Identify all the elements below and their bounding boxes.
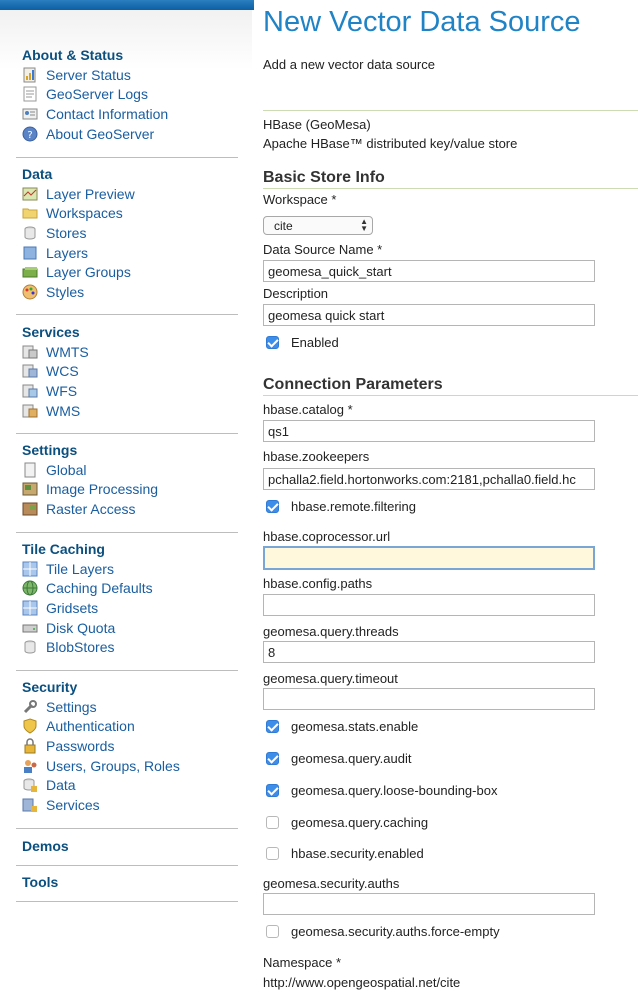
sidebar-item-label: Layer Groups [46, 264, 131, 281]
sidebar-item-wmts[interactable] [22, 342, 89, 362]
force-empty-label: geomesa.security.auths.force-empty [291, 924, 500, 939]
logs-icon [22, 86, 38, 102]
sidebar-item-caching-defaults[interactable] [22, 579, 153, 599]
sidebar-item-label: Contact Information [46, 105, 169, 122]
grid-icon [22, 600, 38, 616]
security-auths-label: geomesa.security.auths [263, 876, 400, 891]
services-lock-icon [22, 797, 38, 813]
workspace-label: Workspace * [263, 192, 337, 207]
sidebar-heading: Services [22, 324, 80, 340]
sidebar-item-tile-layers[interactable] [22, 559, 153, 579]
sidebar-heading: About & Status [22, 47, 124, 63]
svg-text:?: ? [27, 129, 33, 141]
config-paths-label: hbase.config.paths [263, 576, 373, 591]
top-bar [0, 0, 254, 10]
sidebar-item-label: Users, Groups, Roles [46, 757, 180, 774]
sidebar-heading: Data [22, 166, 53, 182]
coprocessor-url-label: hbase.coprocessor.url [263, 529, 391, 544]
enabled-checkbox[interactable] [266, 336, 279, 349]
sidebar-item-label: Services [46, 796, 100, 813]
sidebar-item-wms[interactable] [22, 401, 89, 421]
stats-enable-label: geomesa.stats.enable [291, 719, 419, 734]
stats-enable-row[interactable] [263, 719, 418, 734]
hbase-catalog-field[interactable]: qs1 [263, 420, 595, 442]
sidebar-item-server-status[interactable] [22, 65, 168, 85]
security-enabled-checkbox[interactable] [266, 847, 279, 860]
connection-parameters-heading: Connection Parameters [263, 376, 443, 393]
sidebar-divider [16, 314, 238, 315]
sidebar-item-layer-preview[interactable] [22, 184, 135, 204]
server-status-icon [22, 67, 38, 83]
sidebar-item-label: WMS [46, 402, 81, 419]
sidebar-item-label: Layers [46, 244, 89, 261]
sidebar-item-global[interactable] [22, 460, 158, 480]
shield-icon [22, 718, 38, 734]
sidebar-heading-demos[interactable]: Demos [22, 838, 69, 854]
sidebar-divider [16, 828, 238, 829]
sidebar-item-label: Caching Defaults [46, 580, 153, 597]
select-arrows-icon: ▲ ▼ [360, 217, 368, 233]
remote-filtering-label: hbase.remote.filtering [291, 499, 417, 514]
query-threads-label: geomesa.query.threads [263, 624, 399, 639]
coprocessor-url-field[interactable] [263, 546, 595, 570]
sidebar-item-layers[interactable] [22, 243, 135, 263]
query-timeout-field[interactable] [263, 688, 595, 710]
sidebar-item-label: Server Status [46, 66, 131, 83]
basic-store-info-heading: Basic Store Info [263, 169, 385, 186]
store-description: Apache HBase™ distributed key/value store [263, 136, 518, 151]
force-empty-row[interactable] [263, 924, 500, 939]
sidebar-group-settings [22, 440, 158, 519]
sidebar-divider [16, 157, 238, 158]
sidebar-item-passwords[interactable] [22, 736, 180, 756]
help-icon [22, 126, 38, 142]
force-empty-checkbox[interactable] [266, 925, 279, 938]
sidebar-item-about-geoserver[interactable] [22, 124, 168, 144]
sidebar-item-image-processing[interactable] [22, 480, 158, 500]
sidebar-divider [16, 901, 238, 902]
sidebar-item-raster-access[interactable] [22, 499, 158, 519]
security-auths-field[interactable] [263, 893, 595, 915]
page-icon [22, 462, 38, 478]
sidebar-item-gridsets[interactable] [22, 598, 153, 618]
sidebar-item-label: WCS [46, 363, 79, 380]
sidebar-item-security-settings[interactable] [22, 697, 180, 717]
data-lock-icon [22, 777, 38, 793]
folder-icon [22, 205, 38, 221]
sidebar-item-label: WFS [46, 382, 78, 399]
description-field[interactable]: geomesa quick start [263, 304, 595, 326]
config-paths-field[interactable] [263, 594, 595, 616]
sidebar-group-tile-caching [22, 539, 153, 657]
sidebar-item-geoserver-logs[interactable] [22, 85, 168, 105]
query-caching-label: geomesa.query.caching [291, 815, 429, 830]
store-type: HBase (GeoMesa) [263, 117, 371, 132]
sidebar-group-security [22, 677, 180, 815]
image-icon [22, 481, 38, 497]
data-source-name-label: Data Source Name * [263, 242, 383, 257]
sidebar-group-about [22, 45, 168, 143]
users-icon [22, 758, 38, 774]
sidebar-item-label: Tile Layers [46, 560, 114, 577]
sidebar-heading: Security [22, 679, 78, 695]
data-source-name-field[interactable]: geomesa_quick_start [263, 260, 595, 282]
divider [263, 188, 638, 189]
page-title: New Vector Data Source [263, 6, 581, 38]
sidebar-item-label: Disk Quota [46, 619, 116, 636]
sidebar-item-contact-information[interactable] [22, 104, 168, 124]
sidebar-group-services [22, 322, 89, 420]
sidebar-divider [16, 670, 238, 671]
service-icon [22, 363, 38, 379]
sidebar-divider [16, 532, 238, 533]
sidebar-heading-tools[interactable]: Tools [22, 874, 59, 890]
service-icon [22, 403, 38, 419]
description-label: Description [263, 286, 329, 301]
grid-icon [22, 561, 38, 577]
divider [263, 110, 638, 111]
layer-group-icon [22, 264, 38, 280]
security-enabled-row[interactable] [263, 846, 424, 861]
sidebar-item-label: Workspaces [46, 205, 123, 222]
globe-icon [22, 580, 38, 596]
sidebar-divider [16, 865, 238, 866]
hbase-zookeepers-field[interactable]: pchalla2.field.hortonworks.com:2181,pchalla0.field.hc [263, 468, 595, 490]
sidebar-item-styles[interactable] [22, 282, 135, 302]
sidebar-item-label: Gridsets [46, 599, 99, 616]
sidebar-divider [16, 433, 238, 434]
query-threads-field[interactable]: 8 [263, 641, 595, 663]
remote-filtering-checkbox[interactable] [266, 500, 279, 513]
service-icon [22, 344, 38, 360]
query-audit-checkbox[interactable] [266, 752, 279, 765]
raster-icon [22, 501, 38, 517]
divider [263, 395, 638, 396]
sidebar-item-label: WMTS [46, 343, 89, 360]
contact-icon [22, 106, 38, 122]
wrench-icon [22, 699, 38, 715]
sidebar-item-blobstores[interactable] [22, 637, 153, 657]
sidebar-group-demos[interactable] [22, 836, 69, 856]
sidebar-item-layer-groups[interactable] [22, 262, 135, 282]
sidebar-heading: Settings [22, 442, 78, 458]
sidebar-item-label: Raster Access [46, 500, 136, 517]
sidebar-item-workspaces[interactable] [22, 204, 135, 224]
query-timeout-label: geomesa.query.timeout [263, 671, 398, 686]
sidebar-item-label: Styles [46, 283, 85, 300]
sidebar-heading: Tile Caching [22, 541, 105, 557]
sidebar-item-wfs[interactable] [22, 381, 89, 401]
sidebar-item-label: Image Processing [46, 481, 159, 498]
sidebar-item-disk-quota[interactable] [22, 618, 153, 638]
remote-filtering-row[interactable] [263, 499, 416, 514]
page-subtitle: Add a new vector data source [263, 57, 435, 72]
enabled-label: Enabled [291, 335, 339, 350]
sidebar-item-security-services[interactable] [22, 795, 180, 815]
hbase-catalog-label: hbase.catalog * [263, 402, 353, 417]
query-caching-checkbox[interactable] [266, 816, 279, 829]
service-icon [22, 383, 38, 399]
map-icon [22, 186, 38, 202]
security-enabled-label: hbase.security.enabled [291, 846, 424, 861]
layer-icon [22, 245, 38, 261]
lock-icon [22, 738, 38, 754]
sidebar-item-label: About GeoServer [46, 125, 155, 142]
enabled-checkbox-row[interactable] [263, 335, 339, 350]
sidebar-item-users-groups-roles[interactable] [22, 756, 180, 776]
sidebar-item-wcs[interactable] [22, 362, 89, 382]
namespace-value: http://www.opengeospatial.net/cite [263, 975, 461, 990]
sidebar-item-label: Authentication [46, 718, 135, 735]
sidebar-item-label: Settings [46, 698, 97, 715]
palette-icon [22, 284, 38, 300]
sidebar-item-label: Global [46, 461, 87, 478]
namespace-label: Namespace * [263, 955, 342, 970]
query-audit-row[interactable] [263, 751, 411, 766]
query-audit-label: geomesa.query.audit [291, 751, 412, 766]
sidebar-item-label: Layer Preview [46, 185, 135, 202]
disk-icon [22, 620, 38, 636]
loose-bbox-row[interactable] [263, 783, 497, 798]
loose-bbox-checkbox[interactable] [266, 784, 279, 797]
sidebar-group-data [22, 164, 135, 302]
sidebar-item-security-data[interactable] [22, 775, 180, 795]
database-icon [22, 225, 38, 241]
sidebar-item-label: Stores [46, 224, 87, 241]
loose-bbox-label: geomesa.query.loose-bounding-box [291, 783, 498, 798]
sidebar-group-tools[interactable] [22, 872, 58, 892]
sidebar-item-authentication[interactable] [22, 717, 180, 737]
hbase-zookeepers-label: hbase.zookeepers [263, 449, 370, 464]
stats-enable-checkbox[interactable] [266, 720, 279, 733]
query-caching-row[interactable] [263, 815, 428, 830]
sidebar-item-stores[interactable] [22, 223, 135, 243]
sidebar-item-label: Passwords [46, 737, 115, 754]
sidebar-item-label: BlobStores [46, 639, 115, 656]
sidebar-item-label: GeoServer Logs [46, 86, 148, 103]
database-icon [22, 639, 38, 655]
workspace-select[interactable] [263, 216, 373, 235]
workspace-select-value: cite [274, 219, 293, 233]
sidebar-item-label: Data [46, 777, 76, 794]
